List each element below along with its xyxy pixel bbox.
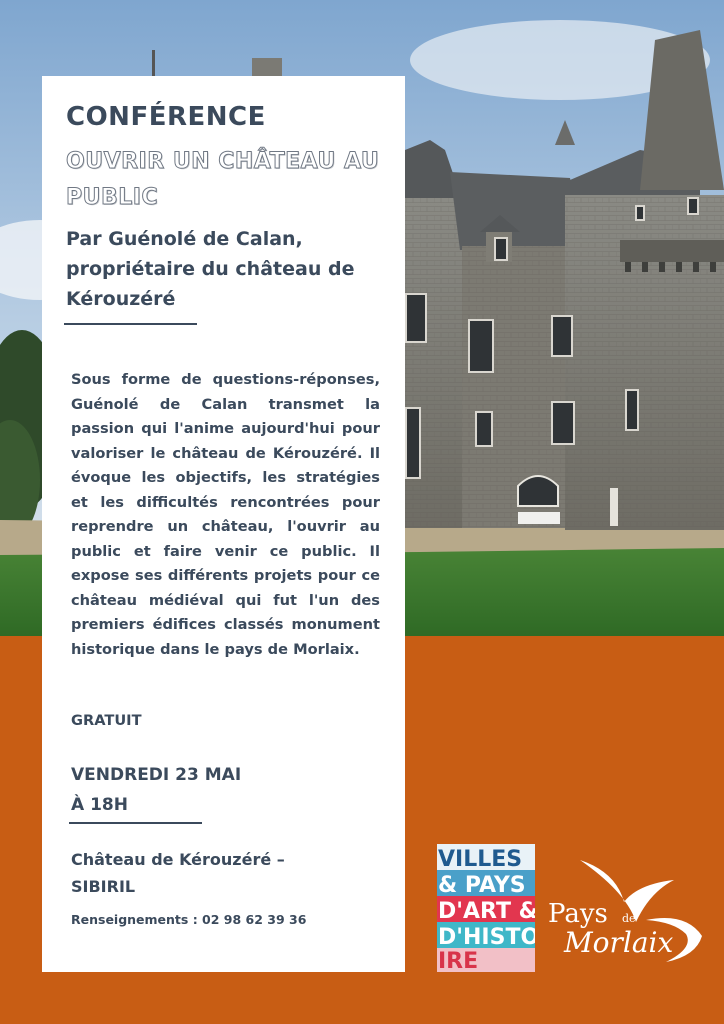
speaker-line: Par Guénolé de Calan, propriétaire du château de Kérouzéré xyxy=(66,228,355,310)
date-block xyxy=(71,760,241,820)
morlaix-word-morlaix: Morlaix xyxy=(564,926,674,959)
contact-info: Renseignements : 02 98 62 39 36 xyxy=(71,912,307,927)
vpah-line-2: & PAYS xyxy=(438,873,526,898)
event-time: À 18H xyxy=(71,795,128,815)
vpah-logo xyxy=(437,844,535,972)
vpah-line-5: IRE xyxy=(438,949,479,972)
divider-top xyxy=(64,323,197,325)
morlaix-word-pays: Pays xyxy=(548,899,608,929)
venue-name: Château de Kérouzéré – xyxy=(71,850,285,869)
event-date: VENDREDI 23 MAI xyxy=(71,765,242,785)
event-type-heading: CONFÉRENCE xyxy=(66,102,266,132)
venue-block xyxy=(71,846,285,900)
vpah-line-3: D'ART & xyxy=(438,899,535,924)
pays-de-morlaix-logo xyxy=(546,852,706,972)
event-title: OUVRIR UN CHÂTEAU AU PUBLIC xyxy=(66,149,380,210)
vpah-line-1: VILLES xyxy=(438,847,523,872)
morlaix-word-de: de xyxy=(622,912,636,925)
divider-bottom xyxy=(69,822,202,824)
content-card xyxy=(42,76,405,972)
venue-town: SIBIRIL xyxy=(71,877,136,896)
description-paragraph: Sous forme de questions-réponses, Guénolé de Calan transmet la passion qui l'anime aujourd'hui pour valoriser le château de Kérouzéré. Il évoque les objectifs, les stratégies et les difficultés rencontrées pour reprendre un château, l'ouvrir au public et faire venir ce public. Il expose ses différents projets pour ce château médiéval qui fut l'un des premiers édifices classés monument historique dans le pays de Morlaix. xyxy=(71,371,380,658)
vpah-line-4: D'HISTO xyxy=(438,925,535,950)
price-label: GRATUIT xyxy=(71,712,142,729)
